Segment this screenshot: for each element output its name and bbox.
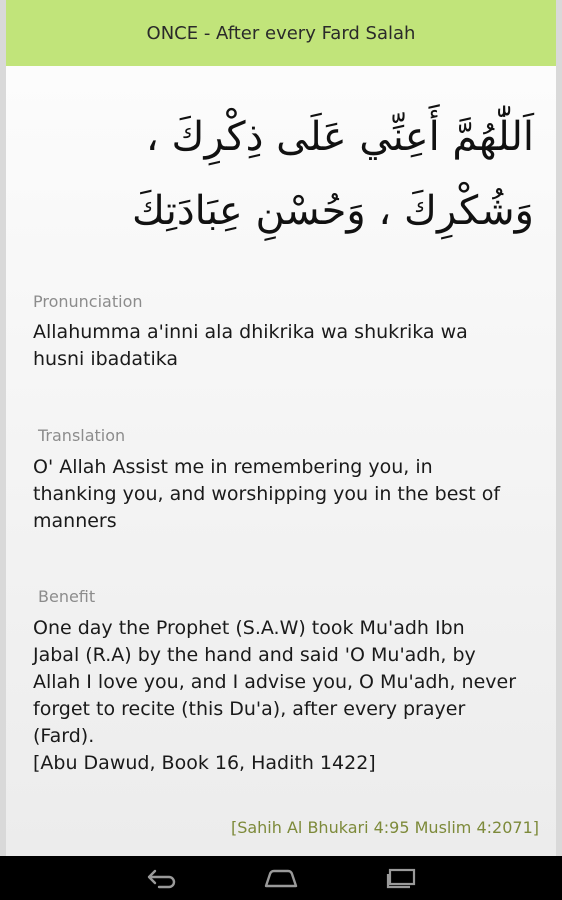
text-line: thanking you, and worshipping you in the best of (33, 483, 501, 505)
arabic-line: وَشُكْرِكَ ، وَحُسْنِ عِبَادَتِكَ (132, 188, 534, 234)
recents-button[interactable] (381, 866, 421, 890)
text-line: forget to recite (this Du'a), after every prayer (33, 698, 466, 720)
arabic-line: اَللّٰهُمَّ أَعِنِّي عَلَى ذِكْرِكَ ، (145, 114, 534, 160)
text-line: Allah I love you, and I advise you, O Mu'adh, never (33, 671, 517, 693)
pronunciation-label: Pronunciation (33, 292, 143, 311)
benefit-text (33, 615, 538, 777)
pronunciation-text (33, 319, 538, 373)
text-line: (Fard). (33, 725, 95, 747)
text-line: [Abu Dawud, Book 16, Hadith 1422] (33, 752, 376, 774)
arabic-dua-text (22, 100, 534, 248)
app-header (6, 0, 556, 66)
dua-content (6, 66, 556, 856)
system-nav-bar (0, 856, 562, 900)
text-line: Jabal (R.A) by the hand and said 'O Mu'adh, by (33, 644, 476, 666)
back-button[interactable] (141, 866, 181, 890)
benefit-label: Benefit (38, 587, 96, 606)
text-line: husni ibadatika (33, 348, 179, 370)
translation-text (33, 454, 538, 535)
header-title: ONCE - After every Fard Salah (146, 22, 416, 44)
back-icon (141, 866, 181, 890)
home-button[interactable] (261, 866, 301, 890)
home-icon (261, 866, 301, 890)
translation-label: Translation (38, 426, 126, 445)
text-line: Allahumma a'inni ala dhikrika wa shukrika wa (33, 321, 468, 343)
text-line: One day the Prophet (S.A.W) took Mu'adh Ibn (33, 617, 465, 639)
source-reference: [Sahih Al Bhukari 4:95 Muslim 4:2071] (230, 818, 539, 837)
text-line: O' Allah Assist me in remembering you, in (33, 456, 433, 478)
recents-icon (381, 866, 421, 890)
text-line: manners (33, 510, 117, 532)
